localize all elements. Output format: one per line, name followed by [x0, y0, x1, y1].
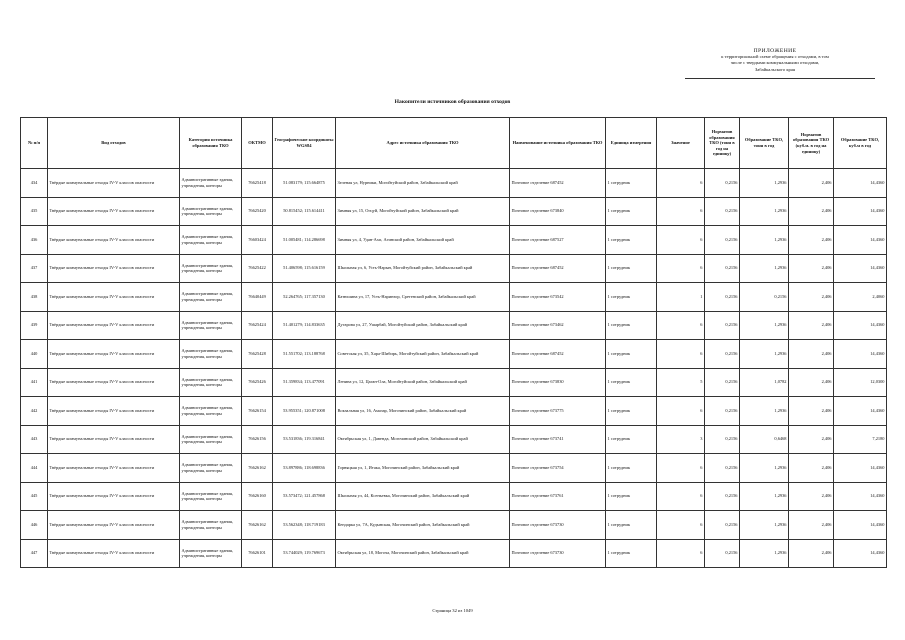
- cell-category: Административные здания, учреждения, конторы: [180, 511, 242, 540]
- cell-value: 6: [657, 539, 705, 568]
- cell-norm-t: 0,2156: [705, 169, 740, 198]
- table-row: [21, 454, 887, 483]
- cell-category: Административные здания, учреждения, конторы: [180, 254, 242, 283]
- cell-formation-m3: 14,4360: [834, 482, 887, 511]
- cell-value: 6: [657, 254, 705, 283]
- cell-norm-t: 0,2156: [705, 368, 740, 397]
- appendix-heading: ПРИЛОЖЕНИЕ: [753, 48, 797, 54]
- cell-formation-m3: 2,4060: [834, 283, 887, 312]
- cell-norm-m3: 2,406: [789, 397, 834, 426]
- cell-unit: 1 сотрудник: [606, 397, 657, 426]
- cell-unit: 1 сотрудник: [606, 539, 657, 568]
- cell-coords: 53.897886; 118.698836: [273, 454, 336, 483]
- table-row: [21, 197, 887, 226]
- cell-category: Административные здания, учреждения, конторы: [180, 482, 242, 511]
- cell-norm-m3: 2,406: [789, 511, 834, 540]
- table-row: [21, 482, 887, 511]
- cell-norm-t: 0,2156: [705, 397, 740, 426]
- cell-norm-m3: 2,406: [789, 368, 834, 397]
- cell-norm-t: 0,2156: [705, 539, 740, 568]
- cell-value: 6: [657, 197, 705, 226]
- cell-formation-m3: 14,4360: [834, 397, 887, 426]
- appendix-block: [675, 48, 875, 79]
- cell-address: Зеленая ул, Нурники, Могойтуйский район, Забайкальский край: [336, 169, 510, 198]
- cell-norm-m3: 2,406: [789, 454, 834, 483]
- cell-coords: 51.005481; 114.286698: [273, 226, 336, 255]
- table-row: [21, 169, 887, 198]
- table-row: [21, 254, 887, 283]
- cell-value: 6: [657, 169, 705, 198]
- cell-norm-m3: 2,406: [789, 254, 834, 283]
- cell-norm-t: 0,2156: [705, 482, 740, 511]
- cell-address: Октябрьская ул, 1, Давенда, Могочинский район, Забайкальский край: [336, 425, 510, 454]
- cell-oktmo: 76603424: [242, 226, 273, 255]
- cell-unit: 1 сотрудник: [606, 340, 657, 369]
- cell-category: Административные здания, учреждения, конторы: [180, 283, 242, 312]
- appendix-line: числе с твердыми коммунальными отходами,: [730, 60, 820, 66]
- cell-unit: 1 сотрудник: [606, 226, 657, 255]
- cell-formation-m3: 14,4360: [834, 169, 887, 198]
- table-row: [21, 368, 887, 397]
- cell-coords: 53.573472; 121.457868: [273, 482, 336, 511]
- cell-source-name: Почтовое отделение 673730: [510, 539, 606, 568]
- cell-address: Октябрьская ул, 18, Могоча, Могочинский район, Забайкальский край: [336, 539, 510, 568]
- cell-formation-m3: 14,4360: [834, 197, 887, 226]
- table-row: [21, 425, 887, 454]
- cell-norm-m3: 2,406: [789, 226, 834, 255]
- cell-formation-m3: 14,4360: [834, 454, 887, 483]
- cell-norm-t: 0,2156: [705, 283, 740, 312]
- cell-num: 444: [21, 454, 48, 483]
- cell-formation-t: 1,2936: [740, 397, 789, 426]
- cell-address: Зимняя ул, 15, Огцуй, Могойтуйский район, Забайкальский край: [336, 197, 510, 226]
- col-header-address: Адрес источника образования ТКО: [336, 118, 510, 169]
- cell-unit: 1 сотрудник: [606, 425, 657, 454]
- cell-oktmo: 76625424: [242, 311, 273, 340]
- cell-formation-m3: 14,4360: [834, 311, 887, 340]
- cell-formation-t: 1,2936: [740, 197, 789, 226]
- cell-address: Катюшина ул, 17, Усть-Наринзор, Сретенский район, Забайкальский край: [336, 283, 510, 312]
- cell-waste: Твёрдые коммунальные отходы IV-V классов опасности: [48, 511, 180, 540]
- cell-source-name: Почтовое отделение 687452: [510, 254, 606, 283]
- cell-category: Административные здания, учреждения, конторы: [180, 226, 242, 255]
- cell-unit: 1 сотрудник: [606, 482, 657, 511]
- cell-num: 438: [21, 283, 48, 312]
- cell-formation-m3: 14,4360: [834, 226, 887, 255]
- cell-source-name: Почтовое отделение 673754: [510, 454, 606, 483]
- cell-coords: 53.744029; 119.769673: [273, 539, 336, 568]
- cell-address: Кендарка ул, 7А, Кудынская, Могочинский район, Забайкальский край: [336, 511, 510, 540]
- cell-value: 5: [657, 368, 705, 397]
- cell-waste: Твёрдые коммунальные отходы IV-V классов опасности: [48, 425, 180, 454]
- cell-source-name: Почтовое отделение 673830: [510, 368, 606, 397]
- cell-norm-m3: 2,406: [789, 311, 834, 340]
- cell-unit: 1 сотрудник: [606, 197, 657, 226]
- cell-norm-t: 0,2156: [705, 340, 740, 369]
- cell-source-name: Почтовое отделение 673761: [510, 482, 606, 511]
- cell-norm-t: 0,2156: [705, 511, 740, 540]
- cell-category: Административные здания, учреждения, конторы: [180, 169, 242, 198]
- cell-unit: 1 сотрудник: [606, 169, 657, 198]
- appendix-line: к территориальной схеме обращения с отходами, в том: [721, 54, 829, 60]
- cell-unit: 1 сотрудник: [606, 368, 657, 397]
- cell-source-name: Почтовое отделение 673730: [510, 511, 606, 540]
- cell-coords: 51.406598; 115.616159: [273, 254, 336, 283]
- cell-norm-m3: 2,406: [789, 169, 834, 198]
- col-header-value: Значение: [657, 118, 705, 169]
- cell-address: Зимняя ул, 4, Удан-Ахп, Агинский район, Забайкальский край: [336, 226, 510, 255]
- cell-oktmo: 76625420: [242, 197, 273, 226]
- cell-waste: Твёрдые коммунальные отходы IV-V классов опасности: [48, 482, 180, 511]
- cell-norm-m3: 2,406: [789, 283, 834, 312]
- cell-oktmo: 76625426: [242, 368, 273, 397]
- cell-num: 443: [21, 425, 48, 454]
- cell-address: Советская ул, 35, Хара-Шибирь, Могойтуйский район, Забайкальский край: [336, 340, 510, 369]
- cell-coords: 51.401279; 114.833635: [273, 311, 336, 340]
- cell-formation-m3: 7,2180: [834, 425, 887, 454]
- cell-norm-m3: 2,406: [789, 539, 834, 568]
- cell-address: Дугарова ул, 27, Ушарбай, Могойтуйский район, Забайкальский край: [336, 311, 510, 340]
- cell-coords: 53.562348; 118.719183: [273, 511, 336, 540]
- cell-value: 1: [657, 283, 705, 312]
- col-header-source-name: Наименование источника образования ТКО: [510, 118, 606, 169]
- cell-value: 6: [657, 511, 705, 540]
- cell-address: Школьная ул, 44, Ксеньевка, Могочинский район, Забайкальский край: [336, 482, 510, 511]
- cell-value: 6: [657, 397, 705, 426]
- cell-coords: 51.083179; 115.664875: [273, 169, 336, 198]
- table-row: [21, 539, 887, 568]
- cell-source-name: Почтовое отделение 687452: [510, 169, 606, 198]
- cell-address: Вокзальная ул, 16, Амазар, Могочинский район, Забайкальский край: [336, 397, 510, 426]
- table-header-row: [21, 118, 887, 169]
- cell-formation-t: 1,0782: [740, 368, 789, 397]
- cell-formation-t: 1,2936: [740, 226, 789, 255]
- cell-oktmo: 76626162: [242, 511, 273, 540]
- cell-formation-m3: 14,4360: [834, 539, 887, 568]
- cell-num: 436: [21, 226, 48, 255]
- col-header-category: Категория источника образования ТКО: [180, 118, 242, 169]
- appendix-rule: [685, 78, 875, 79]
- cell-oktmo: 76626156: [242, 425, 273, 454]
- cell-num: 439: [21, 311, 48, 340]
- cell-value: 6: [657, 340, 705, 369]
- cell-source-name: Почтовое отделение 673775: [510, 397, 606, 426]
- table-row: [21, 311, 887, 340]
- cell-waste: Твёрдые коммунальные отходы IV-V классов опасности: [48, 311, 180, 340]
- cell-norm-m3: 2,406: [789, 482, 834, 511]
- cell-coords: 53.955351; 120.871008: [273, 397, 336, 426]
- cell-formation-t: 1,2936: [740, 311, 789, 340]
- cell-address: Горняцкая ул, 1, Итака, Могочинский район, Забайкальский край: [336, 454, 510, 483]
- cell-category: Административные здания, учреждения, конторы: [180, 397, 242, 426]
- cell-norm-t: 0,2156: [705, 226, 740, 255]
- cell-oktmo: 76626101: [242, 539, 273, 568]
- cell-category: Административные здания, учреждения, конторы: [180, 197, 242, 226]
- col-header-norm-m3: Норматив образования ТКО (куб.м. в год на единицу): [789, 118, 834, 169]
- cell-source-name: Почтовое отделение 687527: [510, 226, 606, 255]
- cell-unit: 1 сотрудник: [606, 254, 657, 283]
- cell-waste: Твёрдые коммунальные отходы IV-V классов опасности: [48, 539, 180, 568]
- cell-waste: Твёрдые коммунальные отходы IV-V классов опасности: [48, 226, 180, 255]
- cell-formation-t: 1,2936: [740, 454, 789, 483]
- cell-waste: Твёрдые коммунальные отходы IV-V классов опасности: [48, 397, 180, 426]
- cell-source-name: Почтовое отделение 687452: [510, 340, 606, 369]
- cell-norm-t: 0,2156: [705, 425, 740, 454]
- col-header-oktmo: ОКТМО: [242, 118, 273, 169]
- cell-norm-m3: 2,406: [789, 197, 834, 226]
- table-row: [21, 226, 887, 255]
- cell-coords: 51.551702; 113.188768: [273, 340, 336, 369]
- col-header-waste: Вид отходов: [48, 118, 180, 169]
- table-row: [21, 340, 887, 369]
- cell-formation-t: 1,2936: [740, 482, 789, 511]
- cell-unit: 1 сотрудник: [606, 283, 657, 312]
- cell-oktmo: 76625422: [242, 254, 273, 283]
- table-row: [21, 283, 887, 312]
- cell-norm-t: 0,2156: [705, 197, 740, 226]
- cell-category: Административные здания, учреждения, конторы: [180, 340, 242, 369]
- cell-category: Административные здания, учреждения, конторы: [180, 311, 242, 340]
- cell-value: 6: [657, 482, 705, 511]
- cell-formation-m3: 12,0300: [834, 368, 887, 397]
- page-number: Страница 32 из 1049: [432, 608, 473, 613]
- cell-waste: Твёрдые коммунальные отходы IV-V классов опасности: [48, 254, 180, 283]
- cell-formation-t: 1,2936: [740, 539, 789, 568]
- cell-waste: Твёрдые коммунальные отходы IV-V классов опасности: [48, 197, 180, 226]
- cell-address: Школьная ул, 6, Усть-Нарын, Могойтуйский район, Забайкальский край: [336, 254, 510, 283]
- col-header-unit: Единица измерения: [606, 118, 657, 169]
- cell-category: Административные здания, учреждения, конторы: [180, 368, 242, 397]
- document-title: Накопители источников образования отходов: [394, 99, 511, 105]
- waste-sources-table: [20, 117, 887, 568]
- cell-formation-t: 1,2936: [740, 340, 789, 369]
- cell-norm-t: 0,2156: [705, 254, 740, 283]
- cell-waste: Твёрдые коммунальные отходы IV-V классов опасности: [48, 368, 180, 397]
- cell-formation-m3: 14,4360: [834, 340, 887, 369]
- cell-coords: 51.359834; 113.477091: [273, 368, 336, 397]
- cell-formation-m3: 14,4360: [834, 254, 887, 283]
- table-row: [21, 511, 887, 540]
- cell-formation-t: 1,2936: [740, 511, 789, 540]
- cell-value: 6: [657, 454, 705, 483]
- table-row: [21, 397, 887, 426]
- cell-unit: 1 сотрудник: [606, 454, 657, 483]
- cell-oktmo: 76626154: [242, 397, 273, 426]
- cell-oktmo: 76640449: [242, 283, 273, 312]
- cell-waste: Твёрдые коммунальные отходы IV-V классов опасности: [48, 454, 180, 483]
- cell-source-name: Почтовое отделение 673741: [510, 425, 606, 454]
- cell-formation-t: 1,2936: [740, 169, 789, 198]
- cell-coords: 50.815452; 115.614411: [273, 197, 336, 226]
- cell-oktmo: 76626162: [242, 454, 273, 483]
- cell-source-name: Почтовое отделение 673462: [510, 311, 606, 340]
- cell-formation-t: 1,2936: [740, 254, 789, 283]
- cell-oktmo: 76625428: [242, 340, 273, 369]
- cell-category: Административные здания, учреждения, конторы: [180, 539, 242, 568]
- cell-coords: 53.531836; 119.316841: [273, 425, 336, 454]
- cell-category: Административные здания, учреждения, конторы: [180, 425, 242, 454]
- cell-category: Административные здания, учреждения, конторы: [180, 454, 242, 483]
- cell-num: 434: [21, 169, 48, 198]
- cell-value: 6: [657, 226, 705, 255]
- col-header-formation-m3: Образование ТКО, куб.м в год: [834, 118, 887, 169]
- cell-norm-m3: 2,406: [789, 340, 834, 369]
- cell-norm-t: 0,2156: [705, 454, 740, 483]
- cell-num: 447: [21, 539, 48, 568]
- cell-num: 446: [21, 511, 48, 540]
- cell-formation-m3: 14,4360: [834, 511, 887, 540]
- cell-norm-t: 0,2156: [705, 311, 740, 340]
- col-header-coords: Географические координаты WGS84: [273, 118, 336, 169]
- cell-unit: 1 сотрудник: [606, 311, 657, 340]
- cell-source-name: Почтовое отделение 673542: [510, 283, 606, 312]
- cell-coords: 52.264765; 117.357130: [273, 283, 336, 312]
- cell-formation-t: 0,2156: [740, 283, 789, 312]
- col-header-norm-t: Норматив образования ТКО (тонн в год на единицу): [705, 118, 740, 169]
- cell-value: 6: [657, 311, 705, 340]
- cell-norm-m3: 2,406: [789, 425, 834, 454]
- cell-waste: Твёрдые коммунальные отходы IV-V классов опасности: [48, 283, 180, 312]
- cell-num: 435: [21, 197, 48, 226]
- cell-num: 441: [21, 368, 48, 397]
- cell-oktmo: 76626160: [242, 482, 273, 511]
- cell-source-name: Почтовое отделение 673840: [510, 197, 606, 226]
- cell-num: 442: [21, 397, 48, 426]
- cell-num: 440: [21, 340, 48, 369]
- cell-value: 3: [657, 425, 705, 454]
- cell-num: 445: [21, 482, 48, 511]
- cell-waste: Твёрдые коммунальные отходы IV-V классов опасности: [48, 169, 180, 198]
- cell-waste: Твёрдые коммунальные отходы IV-V классов опасности: [48, 340, 180, 369]
- col-header-num: № п/п: [21, 118, 48, 169]
- cell-oktmo: 76625418: [242, 169, 273, 198]
- cell-num: 437: [21, 254, 48, 283]
- cell-unit: 1 сотрудник: [606, 511, 657, 540]
- appendix-line: Забайкальского края: [754, 66, 796, 72]
- col-header-formation-t: Образование ТКО, тонн в год: [740, 118, 789, 169]
- cell-formation-t: 0,6468: [740, 425, 789, 454]
- cell-address: Ленина ул, 12, Цаган-Ола, Могойтуйский район, Забайкальский край: [336, 368, 510, 397]
